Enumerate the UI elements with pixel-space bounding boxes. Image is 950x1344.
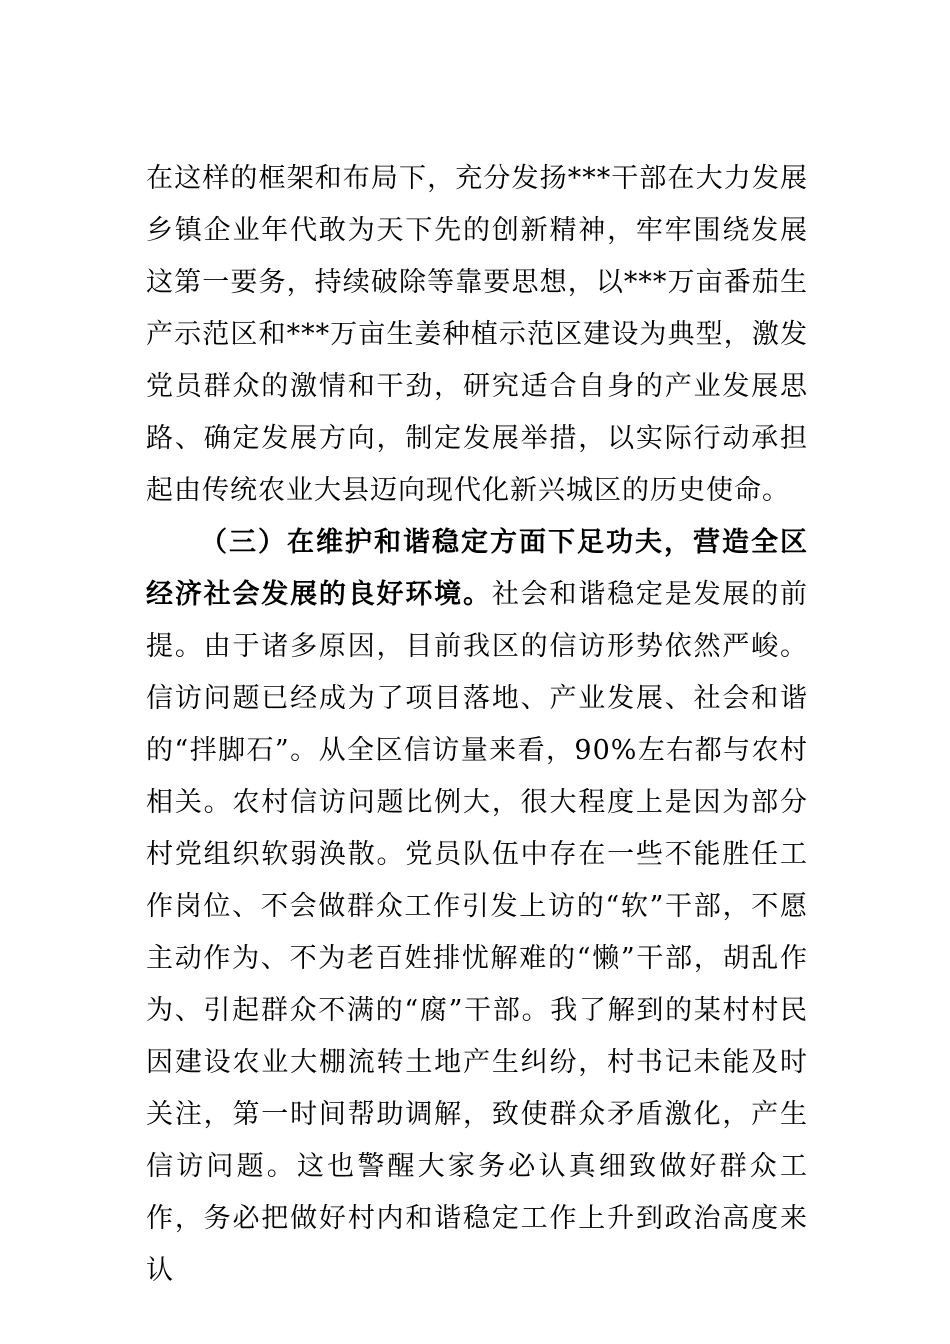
paragraph-2-text: 社会和谐稳定是发展的前提。由于诸多原因，目前我区的信访形势依然严峻。信访问题已经成为了项目落地、产业发展、社会和谐的“拌脚石”。从全区信访量来看，90%左右都与农村相关。农村信访问题比例大，很大程度上是因为部分村党组织软弱涣散。党员队伍中存在一些不能胜任工作岗位、不会做群众工作引发上访的“软”干部，不愿主动作为、不为老百姓排忧解难的“懒”干部，胡乱作为、引起群众不满的“腐”干部。我了解到的某村村民因建设农业大棚流转土地产生纠纷，村书记未能及时关注，第一时间帮助调解，致使群众矛盾激化，产生信访问题。这也警醒大家务必认真细致做好群众工作，务必把做好村内和谐稳定工作上升到政治高度来认 xyxy=(146,579,809,1286)
paragraph-2-heading: （三）在维护和谐稳定方面下足功夫，营造全区经济社会发展的良好环境。 xyxy=(146,527,808,610)
paragraph-1-text: 在这样的框架和布局下，充分发扬***干部在大力发展乡镇企业年代敢为天下先的创新精神，牢牢围绕发展这第一要务，持续破除等靠要思想，以***万亩番茄生产示范区和***万亩生姜种植示范区建设为典型，激发党员群众的激情和干劲，研究适合自身的产业发展思路、确定发展方向，制定发展举措，以实际行动承担起由传统农业大县迈向现代化新兴城区的历史使命。 xyxy=(146,163,808,506)
paragraph-2 xyxy=(146,517,808,1297)
paragraph-1 xyxy=(146,153,808,517)
